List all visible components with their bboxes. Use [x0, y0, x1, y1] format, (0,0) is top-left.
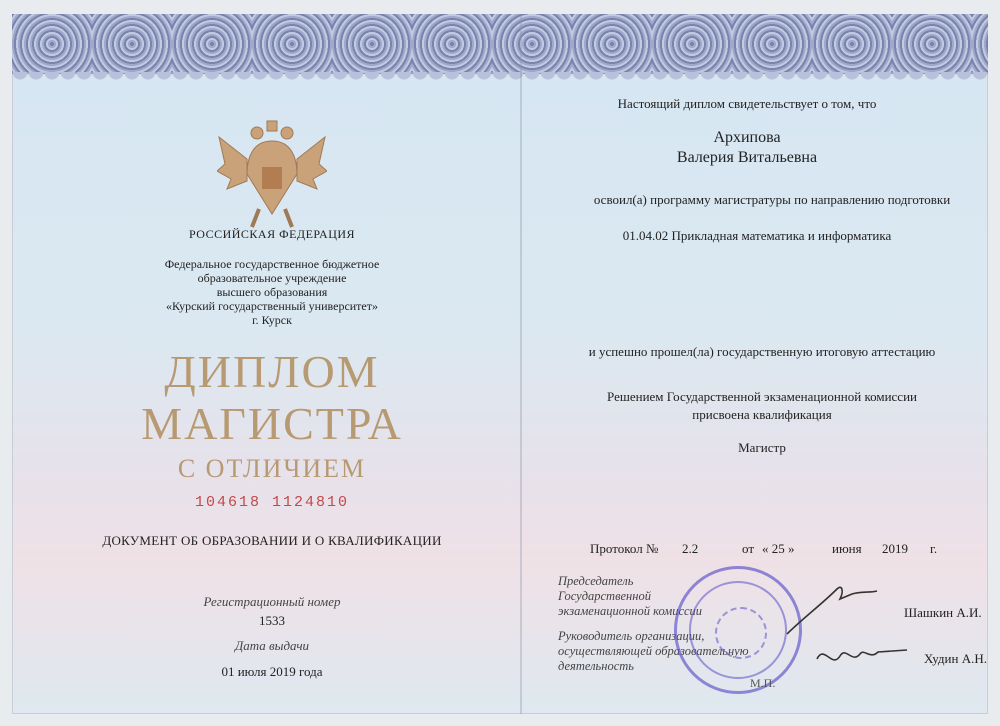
guilloche-band [12, 14, 988, 74]
head-line: осуществляющей образовательную [558, 644, 749, 658]
org-line: Федеральное государственное бюджетное [164, 257, 380, 271]
program-line: освоил(а) программу магистратуры по направлению подготовки [593, 192, 951, 207]
document-type: ДОКУМЕНТ ОБ ОБРАЗОВАНИИ И О КВАЛИФИКАЦИИ [102, 533, 442, 548]
org-line: г. Курск [252, 313, 292, 327]
head-line: Руководитель организации, [558, 629, 705, 643]
protocol-month: июня [832, 541, 862, 556]
program-name: 01.04.02 Прикладная математика и информатика [622, 228, 892, 243]
chair-name: Шашкин А.И. [904, 605, 982, 620]
attestation-text: и успешно прошел(ла) государственную итоговую аттестацию [588, 344, 936, 359]
head-name: Худин А.Н. [924, 651, 987, 666]
coat-of-arms-icon [217, 119, 327, 229]
chair-line: Председатель [558, 574, 634, 588]
protocol-line [590, 541, 950, 559]
organization-block [122, 257, 422, 327]
head-signature [812, 634, 912, 674]
graduate-name: Валерия Витальевна [676, 149, 818, 166]
seal-place-label: М.П. [750, 676, 776, 690]
honors-label: С ОТЛИЧИЕМ [177, 454, 367, 483]
qualification: Магистр [738, 440, 786, 455]
reg-number-label: Регистрационный номер [203, 594, 341, 609]
issue-date-label: Дата выдачи [234, 638, 310, 653]
graduate-surname: Архипова [713, 129, 781, 146]
page-fold [520, 14, 522, 714]
date-ot: от [742, 541, 755, 556]
head-line: деятельность [558, 659, 634, 673]
org-line: высшего образования [216, 285, 328, 299]
decision-line-1: Решением Государственной экзаменационной комиссии [607, 389, 917, 404]
protocol-label: Протокол № [590, 541, 659, 556]
diploma-sheet [12, 14, 988, 714]
serial-number: 104618 1124810 [194, 494, 350, 511]
intro-text: Настоящий диплом свидетельствует о том, что [617, 96, 877, 111]
org-line: «Курский государственный университет» [165, 299, 378, 313]
chair-line: Государственной [558, 589, 651, 603]
chair-signature [782, 579, 882, 639]
issue-date: 01 июля 2019 года [221, 664, 323, 679]
protocol-year: 2019 [882, 541, 908, 556]
diploma-title: ДИПЛОМ [164, 346, 380, 397]
org-line: образовательное учреждение [197, 271, 347, 285]
degree-title: МАГИСТРА [141, 398, 403, 449]
country-label: РОССИЙСКАЯ ФЕДЕРАЦИЯ [188, 227, 356, 241]
decision-line-2: присвоена квалификация [692, 407, 832, 422]
protocol-number: 2.2 [682, 541, 699, 556]
protocol-day: « 25 » [762, 541, 795, 556]
reg-number: 1533 [259, 613, 285, 628]
chair-line: экзаменационной комиссии [558, 604, 703, 618]
year-suffix: г. [930, 541, 938, 556]
